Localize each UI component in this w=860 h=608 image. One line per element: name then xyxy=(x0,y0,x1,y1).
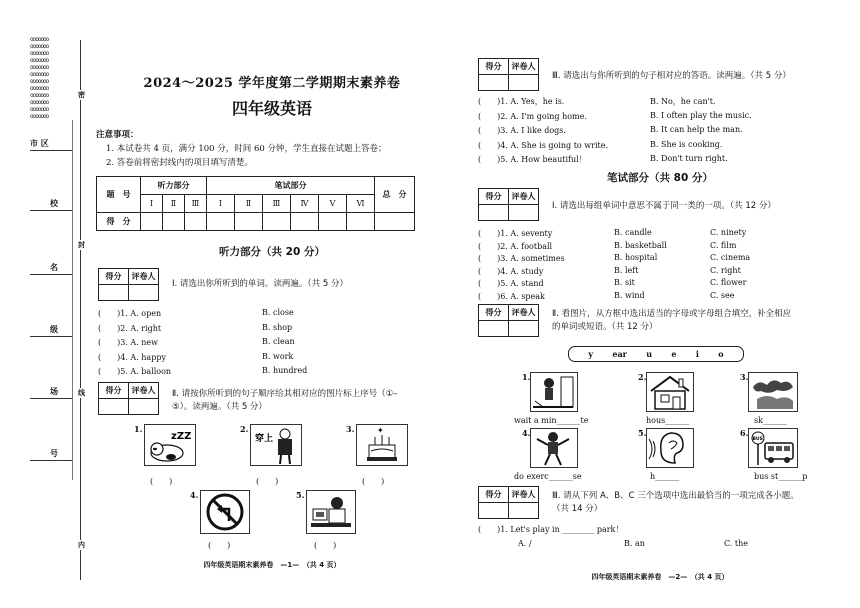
list-item[interactable]: ( )2. A. right B. shop xyxy=(98,322,293,333)
list-item[interactable]: ( )1. A. seventy B. candle C. ninety xyxy=(478,228,747,238)
binding-strip xyxy=(0,0,88,608)
field-seat-number[interactable]: 号 xyxy=(30,448,72,459)
list-item[interactable]: ( )2. A. football B. basketball C. film xyxy=(478,240,737,251)
field-class[interactable]: 级 xyxy=(30,324,72,335)
sleeping-panda-picture xyxy=(144,424,196,466)
writing-section-title: 笔试部分（共 80 分） xyxy=(607,172,713,184)
list-item[interactable]: ( )4. A. She is going to write. B. She is cooking. xyxy=(478,139,723,150)
col-label: Ⅴ xyxy=(319,195,347,213)
grader-box: 得分 评卷人 xyxy=(478,304,539,337)
list-item[interactable]: ( )3. A. I like dogs. B. It can help the man. xyxy=(478,125,743,135)
score-table xyxy=(96,176,415,231)
grader-box: 得分 评卷人 xyxy=(478,188,539,221)
letter-option: o xyxy=(718,349,724,359)
page-footer: 四年级英语期末素养卷 —1— （共 4 页） xyxy=(203,561,341,569)
note-item: 2. 答卷前将密封线内的项目填写清楚。 xyxy=(106,158,253,168)
list-item[interactable]: ( )3. A. sometimes B. hospital C. cinema xyxy=(478,253,751,263)
no-turn-sign-picture xyxy=(200,490,250,534)
col-label: Ⅳ xyxy=(291,195,319,213)
birthday-cake-picture xyxy=(356,424,408,466)
field-district[interactable]: 市 区 xyxy=(30,138,72,149)
list-item[interactable]: ( )1. A. open B. close xyxy=(98,308,294,318)
listening-header: 听力部分 xyxy=(141,177,207,195)
score-cell[interactable] xyxy=(207,213,235,231)
list-item[interactable]: ( )6. A. speak B. wind C. see xyxy=(478,290,735,301)
score-cell[interactable] xyxy=(235,213,263,231)
col-label: Ⅰ xyxy=(207,195,235,213)
page-footer: 四年级英语期末素养卷 —2— （共 4 页） xyxy=(591,573,729,581)
q1-instruction: Ⅰ. 请选出你所听到的单词。读两遍。（共 5 分） xyxy=(172,279,348,289)
list-item[interactable]: ( )5. A. stand B. sit C. flower xyxy=(478,278,747,288)
col-label: Ⅲ xyxy=(263,195,291,213)
page-left: 2024～2025 学年度第二学期期末素养卷 四年级英语 注意事项： 1. 本试卷共 4 页，满分 100 分，时间 60 分钟，学生直接在试题上答卷； 2. 答卷前将密封线内的项目填写清楚。 题 号 听力部分 笔试部分 总 分 Ⅰ Ⅱ Ⅲ Ⅰ Ⅱ Ⅲ Ⅳ Ⅴ Ⅵ 得 分 听力部分（共 20 分） 得分 评卷人 Ⅰ. 请选出你所听到的单词。读两遍。（共 5 分） ( )1. A. open B. close ( )2. A. right B. shop ( )3. A. new B. clean ( )4. A. happy B. work ( )5. A. balloon B. hundred 得分 评卷人 Ⅱ. 请按你所听到的句子顺序给其相对应的图片标上序号（①– ⑤）。读两遍。（共 5 分） 1. zZZ ( ) 2. 穿上 ( ) 3. ✦ ( ) 4. 5. ( ) ( ) 四年级英语期末素养卷 —1— （共 4 页） xyxy=(92,0,452,608)
answer-blank[interactable]: ( ) xyxy=(314,541,337,550)
notes-heading: 注意事项： xyxy=(96,130,139,140)
answer-blank[interactable]: ( ) xyxy=(256,477,279,486)
w2-instruction: Ⅱ. 看图片，从方框中选出适当的字母或字母组合填空，补全相应 的单词或短语。（共 12 分） xyxy=(552,309,792,332)
list-item[interactable]: A. / B. an C. the xyxy=(518,538,749,548)
q1-list xyxy=(98,308,448,381)
notes xyxy=(96,128,386,170)
q3-list xyxy=(478,96,848,169)
score-cell[interactable] xyxy=(185,213,207,231)
seal-mark: 线 xyxy=(78,389,85,397)
seal-mark: 封 xyxy=(78,241,85,249)
field-school[interactable]: 校 xyxy=(30,198,72,209)
w1-list xyxy=(478,228,848,303)
answer-blank[interactable]: ( ) xyxy=(150,477,173,486)
seal-line xyxy=(80,40,81,580)
waiting-picture xyxy=(530,372,578,412)
seal-mark: 内 xyxy=(78,541,85,549)
col-label: Ⅲ xyxy=(185,195,207,213)
grader-box: 得分 评卷人 xyxy=(98,382,159,415)
put-on-picture xyxy=(250,424,302,466)
exam-title: 2024～2025 学年度第二学期期末素养卷 xyxy=(143,76,401,91)
fill-blank[interactable]: h______ xyxy=(650,472,680,481)
q3-instruction: Ⅲ. 请选出与你所听到的句子相对应的答语。读两遍。（共 5 分） xyxy=(552,71,791,81)
letter-option: ear xyxy=(612,349,627,359)
score-cell[interactable] xyxy=(375,213,415,231)
col-label: Ⅱ xyxy=(235,195,263,213)
list-item[interactable]: ( )2. A. I'm going home. B. I often play the music. xyxy=(478,110,752,121)
sky-picture xyxy=(748,372,798,412)
computer-study-picture xyxy=(306,490,356,534)
list-item[interactable]: ( )4. A. study B. left C. right xyxy=(478,265,741,276)
answer-blank[interactable]: ( ) xyxy=(362,477,385,486)
fill-blank[interactable]: hous______ xyxy=(646,416,690,425)
bus-stop-picture xyxy=(748,428,798,468)
answer-blank[interactable]: ( ) xyxy=(208,541,231,550)
grader-box: 得分 评卷人 xyxy=(478,58,539,91)
score-cell[interactable] xyxy=(291,213,319,231)
fill-blank[interactable]: sk______ xyxy=(754,416,787,425)
w3-instruction: Ⅲ. 请从下列 A、B、C 三个选项中选出最恰当的一项完成各小题。 （共 14 分） xyxy=(552,491,799,514)
letter-option: e xyxy=(671,349,677,359)
list-item[interactable]: ( )3. A. new B. clean xyxy=(98,337,295,347)
binding-holes: ooooooo ooooooo ooooooo ooooooo ooooooo ooooooo ooooooo ooooooo ooooooo ooooooo ooooooo ooooooo xyxy=(30,36,49,120)
letter-choice-box xyxy=(568,346,744,362)
score-cell[interactable] xyxy=(263,213,291,231)
total-header: 总 分 xyxy=(375,177,415,213)
col-label: Ⅰ xyxy=(141,195,163,213)
score-cell[interactable] xyxy=(347,213,375,231)
fill-blank[interactable]: wait a min______te xyxy=(514,416,589,425)
letter-option: y xyxy=(588,349,594,359)
svg-text:✦: ✦ xyxy=(377,426,384,435)
list-item[interactable]: ( )4. A. happy B. work xyxy=(98,351,294,362)
field-name[interactable]: 名 xyxy=(30,262,72,273)
list-item[interactable]: ( )1. Let's play in ________ park！ xyxy=(478,525,624,534)
exercise-picture xyxy=(530,428,578,468)
letter-option: i xyxy=(695,349,699,359)
list-item[interactable]: ( )1. A. Yes，he is. B. No，he can't. xyxy=(478,97,716,106)
w1-instruction: Ⅰ. 请选出每组单词中意思不属于同一类的一项。（共 12 分） xyxy=(552,201,776,211)
grader-box: 得分 评卷人 xyxy=(98,268,159,301)
list-item[interactable]: ( )5. A. How beautiful！ B. Don't turn right. xyxy=(478,154,728,164)
svg-text:BUS: BUS xyxy=(752,437,763,442)
list-item[interactable]: ( )5. A. balloon B. hundred xyxy=(98,366,308,376)
score-cell[interactable] xyxy=(163,213,185,231)
letter-option: u xyxy=(646,349,653,359)
score-row-label: 题 号 xyxy=(97,177,141,213)
seal-mark: 密 xyxy=(78,91,85,99)
ear-picture xyxy=(646,428,694,468)
q2-instruction: Ⅱ. 请按你所听到的句子顺序给其相对应的图片标上序号（①– ⑤）。读两遍。（共 5 分） xyxy=(172,389,398,412)
fill-blank[interactable]: do exerc______se xyxy=(514,472,582,481)
grader-box: 得分 评卷人 xyxy=(478,486,539,519)
score-row-label: 得 分 xyxy=(97,213,141,231)
svg-text:zZZ: zZZ xyxy=(171,431,192,442)
score-cell[interactable] xyxy=(141,213,163,231)
score-cell[interactable] xyxy=(319,213,347,231)
writing-header: 笔试部分 xyxy=(207,177,375,195)
page-right: 得分 评卷人 Ⅲ. 请选出与你所听到的句子相对应的答语。读两遍。（共 5 分） ( )1. A. Yes，he is. B. No，he can't. ( )2. A. I'm going home. B. I often play the music. ( )3. A. I like dogs. B. It can help the man. ( )4. A. She is going to write. B. She is cooking. ( )5. A. How beautiful！ B. Don't turn right. 笔试部分（共 80 分） 得分 评卷人 Ⅰ. 请选出每组单词中意思不属于同一类的一项。（共 12 分） ( )1. A. seventy B. candle C. ninety ( )2. A. football B. basketball C. film ( )3. A. sometimes B. hospital C. cinema ( )4. A. study B. left C. right ( )5. A. stand B. sit C. flower ( )6. A. speak B. wind C. see 得分 评卷人 Ⅱ. 看图片，从方框中选出适当的字母或字母组合填空，补全相应 的单词或短语。（共 12 分） y ear u e i o 1. wait a min______te 2. hous______ 3. sk______ 4. do exerc______se 5. h______ 6. BUS bus st______p 得分 评卷人 Ⅲ. 请从下列 A、B、C 三个选项中选出最恰当的一项完成各小题。 （共 14 分） ( )1. Let's play in ________ park！ A. / B. an C. the 四年级英语期末素养卷 —2— （共 4 页） xyxy=(470,0,850,608)
grade-title: 四年级英语 xyxy=(231,99,312,118)
col-label: Ⅵ xyxy=(347,195,375,213)
listening-section-title: 听力部分（共 20 分） xyxy=(219,246,325,258)
seal-line-inner xyxy=(72,120,73,480)
note-item: 1. 本试卷共 4 页，满分 100 分，时间 60 分钟，学生直接在试题上答卷； xyxy=(106,144,387,154)
field-exam-room[interactable]: 场 xyxy=(30,386,72,397)
svg-text:穿上: 穿上 xyxy=(255,434,274,444)
house-picture xyxy=(646,372,694,412)
w3-list xyxy=(478,524,848,553)
fill-blank[interactable]: bus st______p xyxy=(754,472,808,481)
col-label: Ⅱ xyxy=(163,195,185,213)
